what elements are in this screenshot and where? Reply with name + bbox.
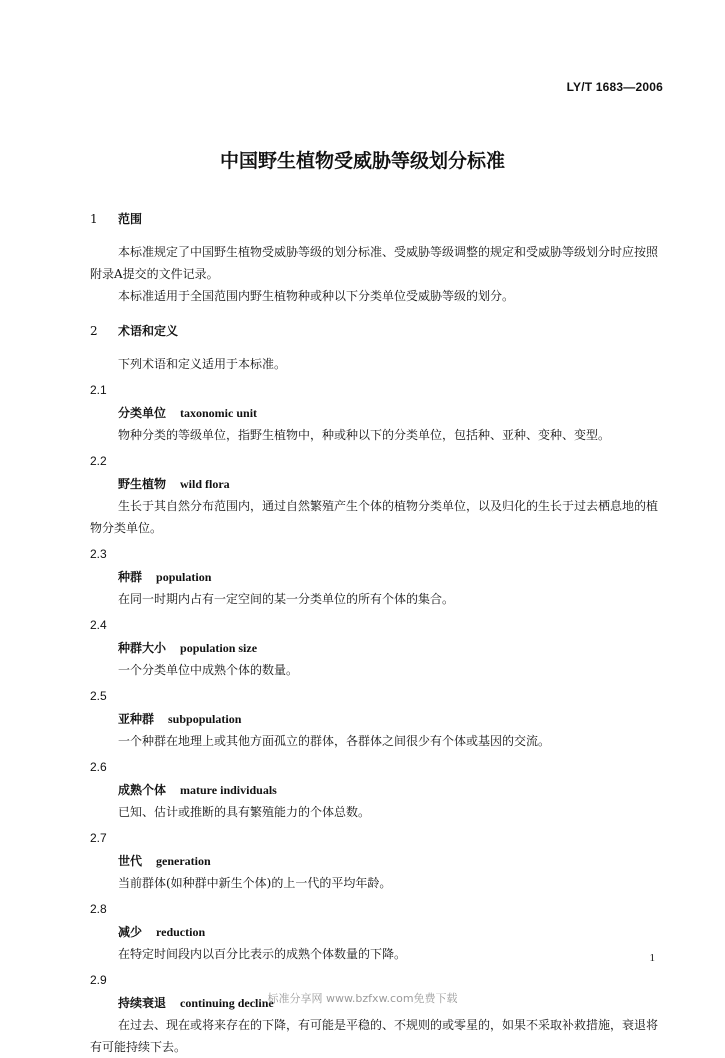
term-zh: 持续衰退 [118,996,167,1010]
section-title: 范围 [118,212,143,226]
term-heading [90,473,660,495]
term-en: generation [156,854,211,868]
page-number: 1 [649,952,655,964]
term-heading [90,402,660,424]
term-number: 2.5 [90,689,107,703]
section-title: 术语和定义 [118,324,179,338]
term-en: population size [180,641,258,655]
term-zh: 野生植物 [118,477,167,491]
document-title: 中国野生植物受威胁等级划分标准 [219,150,505,172]
section-2-intro: 下列术语和定义适用于本标准。 [118,357,287,371]
term-number: 2.4 [90,618,107,632]
term-entry [90,755,660,823]
term-definition: 已知、估计或推断的具有繁殖能力的个体总数。 [118,805,371,819]
section-number: 2 [90,324,98,338]
document-body [90,205,660,1058]
watermark: 标准分享网 www.bzfxw.com免费下载 [267,992,458,1005]
term-zh: 种群大小 [118,641,167,655]
term-zh: 分类单位 [118,406,167,420]
section-1-paragraph: 本标准适用于全国范围内野生植物种或种以下分类单位受威胁等级的划分。 [118,289,515,303]
section-1-paragraph: 本标准规定了中国野生植物受威胁等级的划分标准、受威胁等级调整的规定和受威胁等级划分时应按照附录A提交的文件记录。 [90,245,659,281]
term-entry [90,542,660,610]
term-heading [90,779,660,801]
term-heading [90,708,660,730]
term-heading [90,921,660,943]
term-zh: 世代 [118,854,143,868]
term-number: 2.1 [90,383,107,397]
term-entry [90,449,660,539]
term-definition: 一个种群在地理上或其他方面孤立的群体，各群体之间很少有个体或基因的交流。 [118,734,551,748]
term-definition: 一个分类单位中成熟个体的数量。 [118,663,299,677]
term-definition: 在过去、现在或将来存在的下降，有可能是平稳的、不规则的或零星的，如果不采取补救措施，衰退将有可能持续下去。 [90,1018,659,1054]
term-en: mature individuals [180,783,277,797]
term-number: 2.3 [90,547,107,561]
term-definition: 在同一时期内占有一定空间的某一分类单位的所有个体的集合。 [118,592,455,606]
term-number: 2.2 [90,454,107,468]
term-entry [90,613,660,681]
term-en: subpopulation [168,712,242,726]
term-entry [90,684,660,752]
term-list [90,378,660,1058]
term-number: 2.6 [90,760,107,774]
term-entry [90,826,660,894]
term-zh: 亚种群 [118,712,155,726]
term-number: 2.8 [90,902,107,916]
term-definition: 生长于其自然分布范围内，通过自然繁殖产生个体的植物分类单位，以及归化的生长于过去栖息地的植物分类单位。 [90,499,659,535]
term-entry [90,897,660,965]
term-heading [90,637,660,659]
standard-code: LY/T 1683—2006 [566,80,663,94]
term-zh: 减少 [118,925,143,939]
section-1-heading [90,205,660,233]
term-definition: 当前群体(如种群中新生个体)的上一代的平均年龄。 [118,876,392,890]
term-heading [90,566,660,588]
term-number: 2.7 [90,831,107,845]
term-entry [90,378,660,446]
term-entry [90,968,660,1058]
term-heading [90,850,660,872]
term-definition: 在特定时间段内以百分比表示的成熟个体数量的下降。 [118,947,407,961]
term-en: taxonomic unit [180,406,258,420]
term-en: reduction [156,925,206,939]
section-number: 1 [90,212,98,226]
term-definition: 物种分类的等级单位，指野生植物中，种或种以下的分类单位，包括种、亚种、变种、变型。 [118,428,611,442]
term-zh: 成熟个体 [118,783,167,797]
term-en: continuing decline [180,996,274,1010]
term-en: wild flora [180,477,230,491]
term-en: population [156,570,212,584]
term-zh: 种群 [118,570,143,584]
term-number: 2.9 [90,973,107,987]
section-2-heading [90,317,660,345]
